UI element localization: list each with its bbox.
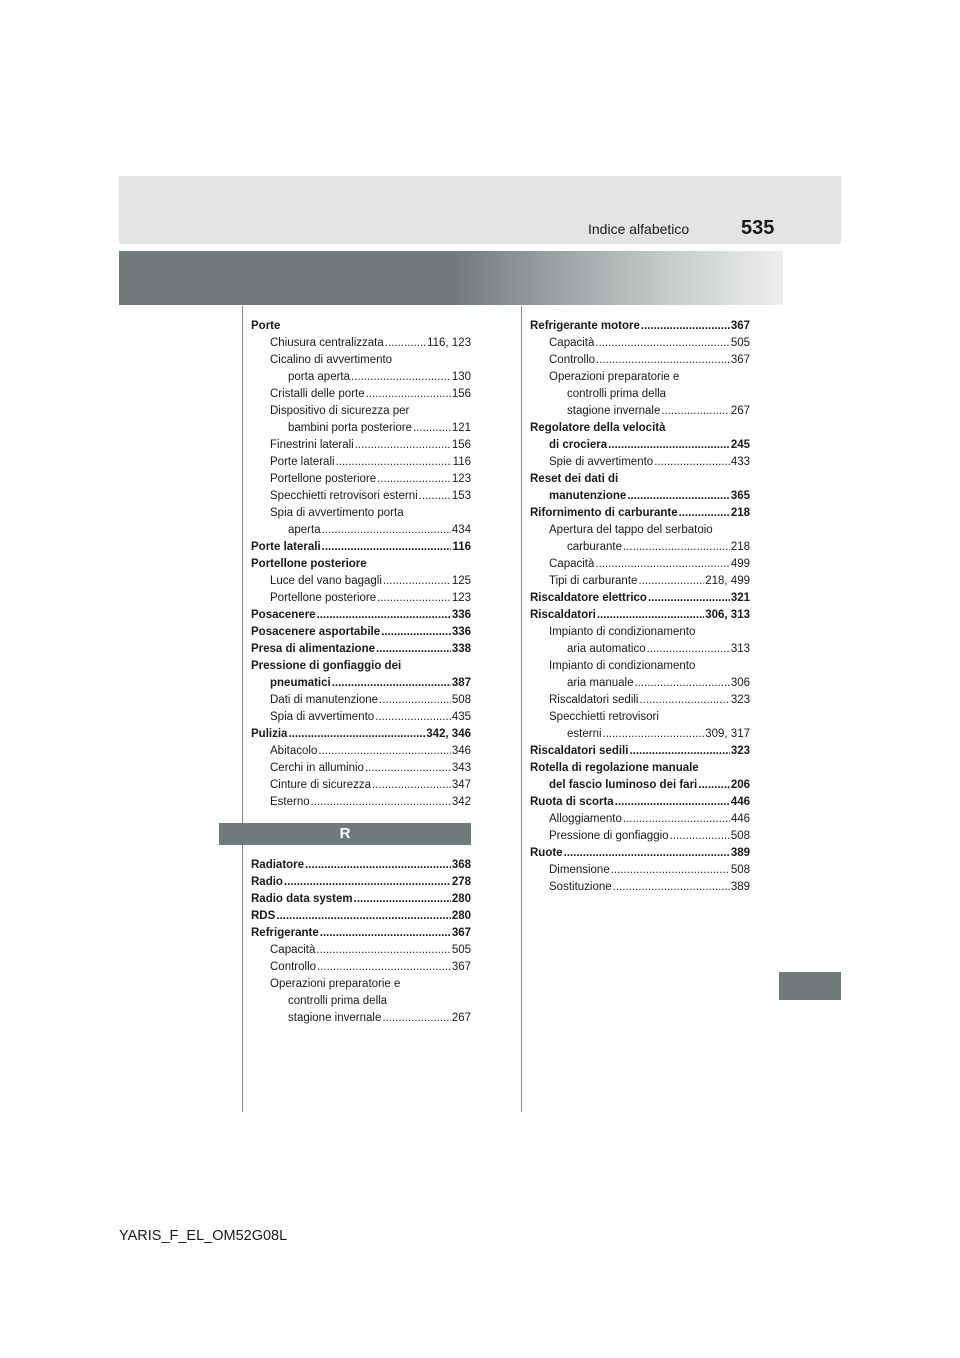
index-page-ref: 218 bbox=[730, 507, 750, 519]
index-entry bbox=[530, 811, 750, 828]
index-entry bbox=[251, 403, 471, 420]
index-entry bbox=[251, 573, 471, 590]
index-page-ref: 367 bbox=[451, 961, 471, 973]
dot-leader bbox=[382, 1010, 450, 1027]
index-entry bbox=[251, 522, 471, 539]
index-entry bbox=[251, 335, 471, 352]
index-page-ref: 505 bbox=[451, 944, 471, 956]
index-term: Specchietti retrovisori esterni bbox=[270, 490, 418, 502]
dot-leader bbox=[375, 709, 451, 726]
dot-leader bbox=[355, 437, 451, 454]
index-entry bbox=[251, 641, 471, 658]
dot-leader bbox=[661, 403, 729, 420]
dot-leader bbox=[318, 743, 451, 760]
index-entry bbox=[251, 743, 471, 760]
index-page-ref: 446 bbox=[730, 813, 750, 825]
index-term: Operazioni preparatorie e bbox=[549, 371, 680, 383]
index-page-ref: 336 bbox=[451, 626, 471, 638]
index-term: Impianto di condizionamento bbox=[549, 660, 696, 672]
index-term: Abitacolo bbox=[270, 745, 318, 757]
index-term: Dati di manutenzione bbox=[270, 694, 379, 706]
index-page-ref: 278 bbox=[451, 876, 471, 888]
index-page-ref: 389 bbox=[730, 881, 750, 893]
index-term: Radio data system bbox=[251, 893, 353, 905]
index-entry bbox=[251, 1010, 471, 1027]
index-entry bbox=[251, 959, 471, 976]
index-term: Pressione di gonfiaggio dei bbox=[251, 660, 402, 672]
index-page-ref: 433 bbox=[730, 456, 750, 468]
index-term: Posacenere bbox=[251, 609, 316, 621]
dot-leader bbox=[322, 539, 452, 556]
index-page-ref: 446 bbox=[730, 796, 750, 808]
index-entry bbox=[251, 454, 471, 471]
index-entry bbox=[530, 692, 750, 709]
dot-leader bbox=[679, 505, 730, 522]
dot-leader bbox=[317, 607, 451, 624]
dot-leader bbox=[311, 794, 451, 811]
index-page-ref: 280 bbox=[451, 910, 471, 922]
dot-leader bbox=[654, 454, 730, 471]
index-term: Radiatore bbox=[251, 859, 305, 871]
index-entry bbox=[251, 794, 471, 811]
index-term: manutenzione bbox=[549, 490, 627, 502]
index-term: Luce del vano bagagli bbox=[270, 575, 382, 587]
index-term: Portellone posteriore bbox=[270, 473, 377, 485]
dot-leader bbox=[627, 488, 730, 505]
index-entry bbox=[530, 794, 750, 811]
index-entry bbox=[251, 420, 471, 437]
index-entry bbox=[251, 874, 471, 891]
index-entry bbox=[251, 386, 471, 403]
index-entry bbox=[251, 556, 471, 573]
index-list-r-continued bbox=[530, 318, 750, 896]
dot-leader bbox=[322, 522, 451, 539]
index-term: Dimensione bbox=[549, 864, 610, 876]
index-entry bbox=[251, 942, 471, 959]
index-entry bbox=[251, 352, 471, 369]
index-term: del fascio luminoso dei fari bbox=[549, 779, 698, 791]
index-entry bbox=[251, 993, 471, 1010]
section-header-r: R bbox=[219, 823, 471, 845]
index-entry bbox=[530, 879, 750, 896]
index-entry bbox=[530, 743, 750, 760]
dot-leader bbox=[623, 811, 730, 828]
index-entry bbox=[530, 675, 750, 692]
index-term: controlli prima della bbox=[567, 388, 667, 400]
index-term: Regolatore della velocità bbox=[530, 422, 666, 434]
dot-leader bbox=[613, 879, 730, 896]
dot-leader bbox=[641, 318, 730, 335]
index-page-ref: 323 bbox=[730, 694, 750, 706]
index-list-p bbox=[251, 318, 471, 811]
index-term: Capacità bbox=[549, 558, 595, 570]
index-entry bbox=[530, 420, 750, 437]
index-page-ref: 116 bbox=[452, 456, 471, 468]
index-term: Ruota di scorta bbox=[530, 796, 614, 808]
index-page-ref: 368 bbox=[451, 859, 471, 871]
index-page-ref: 434 bbox=[451, 524, 471, 536]
dot-leader bbox=[336, 454, 452, 471]
index-term: Spie di avvertimento bbox=[549, 456, 654, 468]
section-side-tab bbox=[779, 972, 841, 1000]
index-entry bbox=[530, 641, 750, 658]
index-term: Refrigerante motore bbox=[530, 320, 640, 332]
index-page-ref: 125 bbox=[451, 575, 471, 587]
index-term: RDS bbox=[251, 910, 276, 922]
index-term: di crociera bbox=[549, 439, 608, 451]
index-term: aperta bbox=[288, 524, 321, 536]
index-term: Controllo bbox=[549, 354, 596, 366]
dot-leader bbox=[608, 437, 730, 454]
index-page-ref: 505 bbox=[730, 337, 750, 349]
index-term: Reset dei dati di bbox=[530, 473, 619, 485]
index-entry bbox=[530, 590, 750, 607]
index-page-ref: 245 bbox=[730, 439, 750, 451]
index-entry bbox=[251, 369, 471, 386]
dot-leader bbox=[377, 590, 451, 607]
index-entry bbox=[530, 352, 750, 369]
index-page-ref: 116, 123 bbox=[427, 337, 471, 349]
dot-leader bbox=[638, 573, 704, 590]
index-page-ref: 156 bbox=[451, 388, 471, 400]
index-term: Dispositivo di sicurezza per bbox=[270, 405, 410, 417]
index-term: Specchietti retrovisori bbox=[549, 711, 659, 723]
index-term: Cristalli delle porte bbox=[270, 388, 365, 400]
index-entry bbox=[251, 908, 471, 925]
index-entry bbox=[530, 471, 750, 488]
index-entry bbox=[530, 760, 750, 777]
index-term: stagione invernale bbox=[567, 405, 661, 417]
index-term: Capacità bbox=[270, 944, 316, 956]
index-term: esterni bbox=[567, 728, 602, 740]
index-page-ref: 508 bbox=[730, 864, 750, 876]
index-term: porta aperta bbox=[288, 371, 351, 383]
index-term: pneumatici bbox=[270, 677, 331, 689]
index-term: Cicalino di avvertimento bbox=[270, 354, 393, 366]
dot-leader bbox=[634, 675, 729, 692]
dot-leader bbox=[596, 352, 730, 369]
index-page-ref: 367 bbox=[730, 320, 750, 332]
index-entry bbox=[530, 828, 750, 845]
dot-leader bbox=[372, 777, 451, 794]
index-term: Rifornimento di carburante bbox=[530, 507, 678, 519]
index-page-ref: 367 bbox=[451, 927, 471, 939]
index-entry bbox=[251, 675, 471, 692]
index-page-ref: 306 bbox=[730, 677, 750, 689]
dot-leader bbox=[385, 335, 426, 352]
index-entry bbox=[530, 318, 750, 335]
dot-leader bbox=[317, 959, 451, 976]
dot-leader bbox=[351, 369, 451, 386]
dot-leader bbox=[611, 862, 730, 879]
index-page-ref: 342, 346 bbox=[426, 728, 471, 740]
index-term: Porte bbox=[251, 320, 281, 332]
index-page-ref: 499 bbox=[730, 558, 750, 570]
index-entry bbox=[251, 976, 471, 993]
dot-leader bbox=[332, 675, 451, 692]
index-page-ref: 336 bbox=[451, 609, 471, 621]
index-page-ref: 508 bbox=[451, 694, 471, 706]
index-page-ref: 387 bbox=[451, 677, 471, 689]
dot-leader bbox=[383, 573, 451, 590]
index-entry bbox=[251, 607, 471, 624]
column-divider-right bbox=[521, 306, 522, 1112]
header-band bbox=[119, 176, 841, 244]
index-term: Presa di alimentazione bbox=[251, 643, 375, 655]
index-entry bbox=[530, 624, 750, 641]
dot-leader bbox=[284, 874, 451, 891]
index-term: Posacenere asportabile bbox=[251, 626, 381, 638]
index-entry bbox=[251, 658, 471, 675]
index-term: Riscaldatori sedili bbox=[530, 745, 629, 757]
index-page-ref: 342 bbox=[451, 796, 471, 808]
index-entry bbox=[530, 437, 750, 454]
index-entry bbox=[251, 590, 471, 607]
index-entry bbox=[251, 891, 471, 908]
index-entry bbox=[251, 505, 471, 522]
index-term: Esterno bbox=[270, 796, 310, 808]
index-entry bbox=[251, 709, 471, 726]
index-entry bbox=[530, 386, 750, 403]
index-entry bbox=[530, 573, 750, 590]
decorative-gradient-bar bbox=[119, 251, 783, 305]
index-term: Refrigerante bbox=[251, 927, 319, 939]
index-entry bbox=[530, 369, 750, 386]
index-entry bbox=[530, 556, 750, 573]
dot-leader bbox=[595, 335, 729, 352]
index-entry bbox=[530, 403, 750, 420]
index-entry bbox=[251, 488, 471, 505]
index-page-ref: 313 bbox=[730, 643, 750, 655]
dot-leader bbox=[595, 556, 729, 573]
header-title: Indice alfabetico bbox=[588, 221, 690, 237]
document-code: YARIS_F_EL_OM52G08L bbox=[119, 1228, 288, 1244]
index-page-ref: 280 bbox=[451, 893, 471, 905]
index-term: Apertura del tappo del serbatoio bbox=[549, 524, 713, 536]
index-page-ref: 123 bbox=[451, 473, 471, 485]
dot-leader bbox=[305, 857, 451, 874]
index-term: Rotella di regolazione manuale bbox=[530, 762, 699, 774]
index-entry bbox=[530, 454, 750, 471]
index-page-ref: 389 bbox=[730, 847, 750, 859]
dot-leader bbox=[603, 726, 705, 743]
dot-leader bbox=[316, 942, 450, 959]
dot-leader bbox=[647, 641, 730, 658]
index-term: Pressione di gonfiaggio bbox=[549, 830, 669, 842]
index-entry bbox=[251, 777, 471, 794]
index-term: Alloggiamento bbox=[549, 813, 622, 825]
index-entry bbox=[530, 505, 750, 522]
index-term: Radio bbox=[251, 876, 283, 888]
index-entry bbox=[251, 925, 471, 942]
index-entry bbox=[251, 539, 471, 556]
index-entry bbox=[530, 488, 750, 505]
dot-leader bbox=[377, 471, 451, 488]
index-page-ref: 435 bbox=[451, 711, 471, 723]
index-entry bbox=[530, 539, 750, 556]
index-term: Controllo bbox=[270, 961, 317, 973]
dot-leader bbox=[564, 845, 730, 862]
index-term: Spia di avvertimento bbox=[270, 711, 375, 723]
index-page-ref: 306, 313 bbox=[705, 609, 750, 621]
index-page-ref: 156 bbox=[451, 439, 471, 451]
column-divider-left bbox=[242, 306, 243, 1112]
index-term: Sostituzione bbox=[549, 881, 612, 893]
dot-leader bbox=[366, 386, 451, 403]
index-entry bbox=[530, 862, 750, 879]
index-term: aria manuale bbox=[567, 677, 634, 689]
index-page-ref: 218 bbox=[730, 541, 750, 553]
index-term: Chiusura centralizzata bbox=[270, 337, 384, 349]
index-term: Tipi di carburante bbox=[549, 575, 638, 587]
index-page-ref: 323 bbox=[730, 745, 750, 757]
index-page-ref: 338 bbox=[451, 643, 471, 655]
index-term: Portellone posteriore bbox=[251, 558, 367, 570]
index-term: Pulizia bbox=[251, 728, 288, 740]
index-term: Riscaldatori sedili bbox=[549, 694, 639, 706]
index-term: Porte laterali bbox=[270, 456, 335, 468]
index-entry bbox=[530, 658, 750, 675]
index-page-ref: 267 bbox=[730, 405, 750, 417]
index-term: Operazioni preparatorie e bbox=[270, 978, 401, 990]
dot-leader bbox=[639, 692, 729, 709]
index-entry bbox=[251, 471, 471, 488]
index-term: Cinture di sicurezza bbox=[270, 779, 371, 791]
index-list-r bbox=[251, 857, 471, 1027]
index-page-ref: 206 bbox=[730, 779, 750, 791]
index-term: Cerchi in alluminio bbox=[270, 762, 364, 774]
index-page-ref: 267 bbox=[451, 1012, 471, 1024]
index-term: Impianto di condizionamento bbox=[549, 626, 696, 638]
index-entry bbox=[251, 437, 471, 454]
dot-leader bbox=[597, 607, 704, 624]
index-term: aria automatico bbox=[567, 643, 646, 655]
dot-leader bbox=[670, 828, 730, 845]
index-term: bambini porta posteriore bbox=[288, 422, 413, 434]
index-column-right bbox=[530, 318, 750, 896]
dot-leader bbox=[381, 624, 451, 641]
index-page-ref: 123 bbox=[451, 592, 471, 604]
index-entry bbox=[530, 522, 750, 539]
index-term: Riscaldatori bbox=[530, 609, 596, 621]
index-term: Riscaldatore elettrico bbox=[530, 592, 647, 604]
dot-leader bbox=[320, 925, 451, 942]
index-term: Spia di avvertimento porta bbox=[270, 507, 404, 519]
index-entry bbox=[251, 760, 471, 777]
page-number: 535 bbox=[741, 217, 775, 239]
index-page-ref: 365 bbox=[730, 490, 750, 502]
index-page-ref: 309, 317 bbox=[705, 728, 750, 740]
dot-leader bbox=[379, 692, 451, 709]
dot-leader bbox=[288, 726, 425, 743]
index-page-ref: 153 bbox=[451, 490, 471, 502]
dot-leader bbox=[276, 908, 451, 925]
index-entry bbox=[251, 692, 471, 709]
index-term: Porte laterali bbox=[251, 541, 321, 553]
index-page-ref: 347 bbox=[451, 779, 471, 791]
index-entry bbox=[530, 335, 750, 352]
dot-leader bbox=[629, 743, 729, 760]
index-term: Ruote bbox=[530, 847, 563, 859]
index-entry bbox=[530, 777, 750, 794]
index-page-ref: 218, 499 bbox=[705, 575, 750, 587]
index-page-ref: 116 bbox=[452, 541, 471, 553]
index-page-ref: 508 bbox=[730, 830, 750, 842]
dot-leader bbox=[419, 488, 451, 505]
index-term: stagione invernale bbox=[288, 1012, 382, 1024]
dot-leader bbox=[648, 590, 730, 607]
index-page-ref: 321 bbox=[730, 592, 750, 604]
dot-leader bbox=[354, 891, 451, 908]
dot-leader bbox=[376, 641, 451, 658]
dot-leader bbox=[623, 539, 730, 556]
index-entry bbox=[251, 857, 471, 874]
index-entry bbox=[251, 726, 471, 743]
index-entry bbox=[530, 607, 750, 624]
index-term: Portellone posteriore bbox=[270, 592, 377, 604]
dot-leader bbox=[365, 760, 451, 777]
dot-leader bbox=[615, 794, 730, 811]
index-entry bbox=[530, 726, 750, 743]
index-page-ref: 346 bbox=[451, 745, 471, 757]
index-term: carburante bbox=[567, 541, 622, 553]
dot-leader bbox=[413, 420, 451, 437]
index-entry bbox=[530, 709, 750, 726]
dot-leader bbox=[698, 777, 730, 794]
index-page-ref: 121 bbox=[451, 422, 471, 434]
index-entry bbox=[251, 318, 471, 335]
index-entry bbox=[251, 624, 471, 641]
index-page-ref: 367 bbox=[730, 354, 750, 366]
index-column-left bbox=[251, 318, 471, 1027]
index-term: Finestrini laterali bbox=[270, 439, 354, 451]
index-entry bbox=[530, 845, 750, 862]
index-term: Capacità bbox=[549, 337, 595, 349]
index-term: controlli prima della bbox=[288, 995, 388, 1007]
index-page-ref: 343 bbox=[451, 762, 471, 774]
index-page-ref: 130 bbox=[451, 371, 471, 383]
